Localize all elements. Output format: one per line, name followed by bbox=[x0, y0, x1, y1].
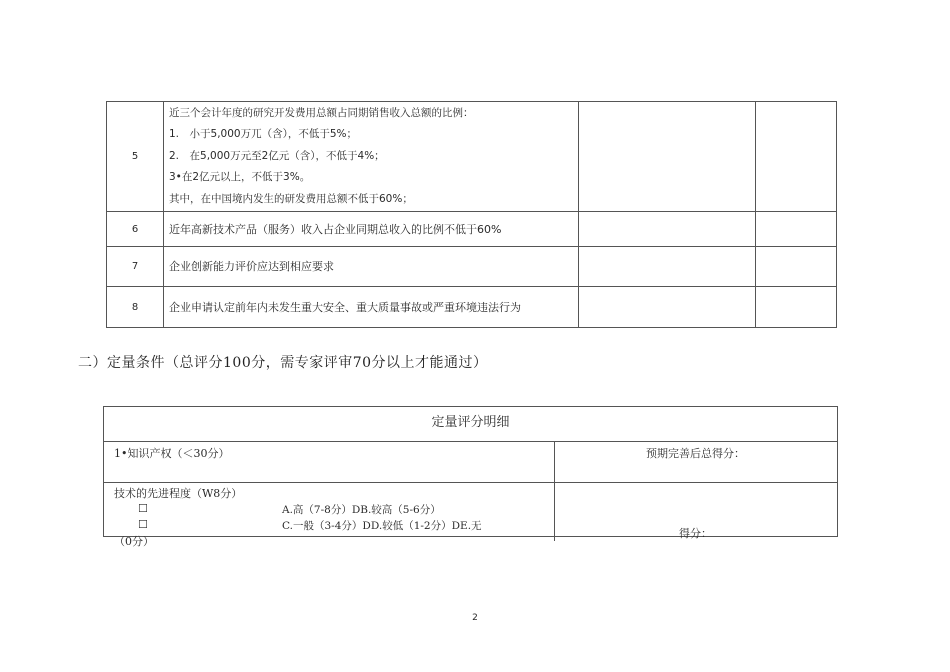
quantitative-score-table bbox=[103, 406, 838, 548]
row-content: 近年高新技术产品（服务）收入占企业同期总收入的比例不低于60% bbox=[164, 212, 579, 247]
empty-cell bbox=[756, 287, 837, 328]
table-title: 定量评分明细 bbox=[104, 407, 837, 442]
row-divider bbox=[104, 482, 837, 483]
empty-cell bbox=[579, 212, 756, 247]
expected-score-label: 预期完善后总得分： bbox=[646, 447, 745, 460]
advance-label: 技术的先进程度（W8分） bbox=[114, 487, 243, 500]
empty-cell bbox=[756, 102, 837, 212]
checkbox[interactable]: ☐ bbox=[138, 502, 148, 515]
score-label: 得分： bbox=[679, 527, 712, 540]
table-row bbox=[107, 287, 837, 328]
table-row bbox=[107, 102, 837, 212]
empty-cell bbox=[756, 212, 837, 247]
table-row bbox=[107, 212, 837, 247]
option-line: A.高（7-8分）DB.较高（5-6分） bbox=[282, 504, 441, 516]
table-row bbox=[107, 247, 837, 287]
empty-cell bbox=[579, 247, 756, 287]
empty-cell bbox=[756, 247, 837, 287]
criterion-line: 其中，在中国境内发生的研发费用总额不低于60%； bbox=[169, 192, 413, 205]
empty-cell bbox=[579, 287, 756, 328]
page-number: 2 bbox=[472, 613, 478, 623]
criterion-line: 3•在2亿元以上，不低于3%。 bbox=[169, 171, 311, 184]
option-line-cutoff: （0分） bbox=[114, 535, 154, 548]
checkbox[interactable]: ☐ bbox=[138, 518, 148, 531]
row-number: 8 bbox=[107, 287, 164, 328]
criterion-line: 近三个会计年度的研究开发费用总额占同期销售收入总额的比例： bbox=[169, 106, 474, 119]
ip-label: 1•知识产权（＜30分） bbox=[114, 447, 230, 460]
row-content bbox=[164, 102, 579, 212]
criterion-line: 2. 在5,000万元至2亿元（含），不低于4%； bbox=[169, 149, 385, 162]
row-content: 企业申请认定前年内未发生重大安全、重大质量事故或严重环境违法行为 bbox=[164, 287, 579, 328]
row-number: 5 bbox=[107, 102, 164, 212]
empty-cell bbox=[579, 102, 756, 212]
section-heading: 二）定量条件（总评分100分，需专家评审70分以上才能通过） bbox=[78, 355, 488, 371]
option-line: C.一般（3-4分）DD.较低（1-2分）DE.无 bbox=[282, 520, 482, 532]
row-number: 6 bbox=[107, 212, 164, 247]
row-content: 企业创新能力评价应达到相应要求 bbox=[164, 247, 579, 287]
row-number: 7 bbox=[107, 247, 164, 287]
criterion-line: 1. 小于5,000万兀（含），不低于5%； bbox=[169, 128, 357, 141]
qualitative-conditions-table bbox=[106, 101, 837, 328]
